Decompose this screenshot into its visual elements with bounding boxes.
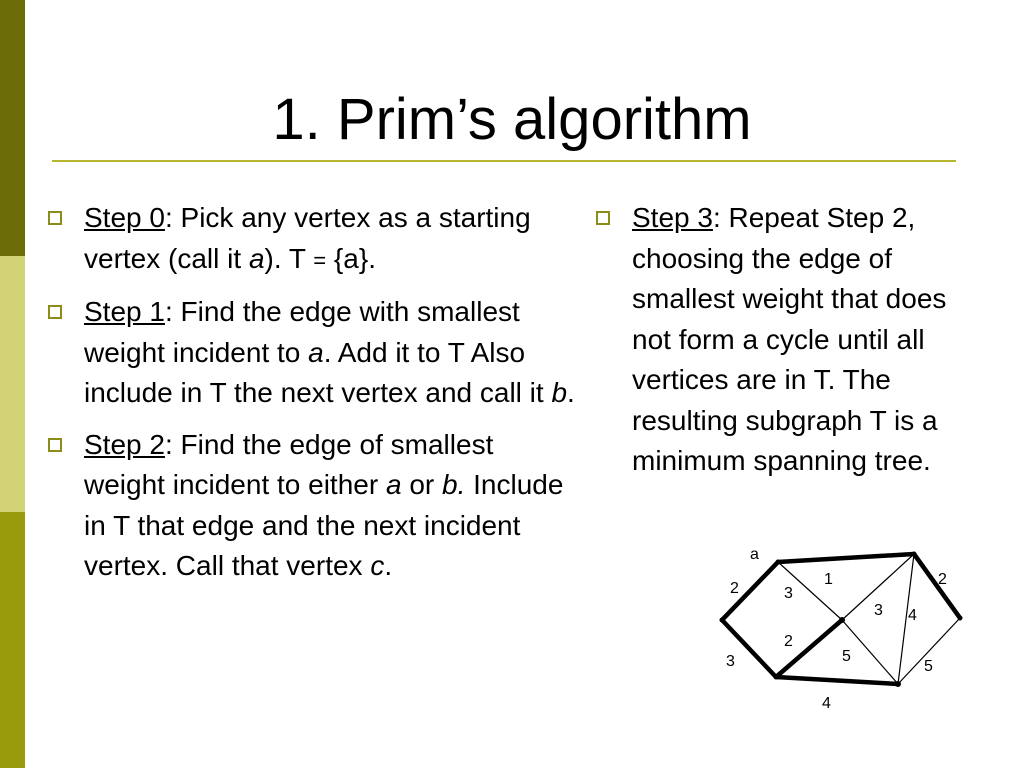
step-0-text-2: ). T [264,242,314,274]
step-1-text-3: . [567,377,575,408]
edge-right-upper [914,554,960,618]
step-2-vertex-b: b. [442,469,466,500]
step-2-vertex-a: a [385,469,402,500]
weight-top-right-vertical: 4 [908,607,917,624]
steps-list-left [40,198,580,598]
weight-a-center: 3 [784,585,793,602]
step-1-item [40,292,580,414]
square-bullet-icon [596,211,610,225]
vertex-label-a: a [750,546,759,563]
step-1-label: Step 1 [84,296,165,327]
step-1-text-2: . Add it to T Also include in T the next vertex and call it [84,336,552,408]
step-2-text-3: Include in T that edge and the next incident vertex. Call that vertex [84,469,564,581]
weight-left-mid: 2 [784,633,793,650]
steps-list-right [588,198,988,493]
step-2-text-1: : Find the edge of smallest weight incident to either [84,428,494,500]
weight-right-upper: 2 [938,571,947,588]
weight-left-upper: 2 [730,580,739,597]
vertex-right [958,616,963,621]
vertex-left [720,618,725,623]
step-0-equals: = [313,247,327,273]
square-bullet-icon [48,305,62,319]
step-1-vertex-b: b [551,377,568,408]
vertex-top-right [912,552,917,557]
square-bullet-icon [48,438,62,452]
sidebar-band-top [0,0,25,256]
step-1-vertex-a: a [308,336,324,368]
step-0-text-1: : Pick any vertex as a starting vertex (call it [84,202,531,274]
step-1-text-1: : Find the edge with smallest weight incident to [84,296,520,368]
step-0-item [40,198,580,281]
step-2-text-4: . [384,550,393,581]
slide-title: 1. Prim’s algorithm [272,87,752,152]
weight-center-bottom: 5 [842,648,851,665]
sidebar-band-middle [0,256,25,512]
step-0-text-3: {a}. [326,242,376,274]
graph-diagram [712,540,968,720]
step-3-item [588,198,988,482]
step-0-vertex-a: a [248,242,265,274]
weight-center-top-right: 3 [874,602,883,619]
weight-top-diagonal: 1 [824,571,833,588]
step-2-vertex-c: c [370,550,385,581]
step-3-text: : Repeat Step 2, choosing the edge of smallest weight that does not form a cycle until all vertices are in T. The resulting subgraph T is a minimum spanning tree. [632,202,947,476]
weight-right-lower: 5 [924,658,933,675]
weight-left-lower: 3 [726,653,735,670]
step-2-text-2: or [401,469,443,500]
step-2-item [40,425,580,587]
step-3-label: Step 3 [632,202,713,233]
sidebar-band-bottom [0,512,25,768]
step-2-label: Step 2 [84,428,165,460]
title-divider [52,160,956,162]
edge-top [778,554,914,562]
vertex-center [839,617,845,623]
weight-bottom: 4 [822,695,831,712]
edge-bottom [776,677,898,684]
vertex-bottom-left [774,675,779,680]
vertex-a [776,560,781,565]
square-bullet-icon [48,211,62,225]
step-0-label: Step 0 [84,202,165,233]
sidebar-accent [0,0,25,768]
vertex-bottom-right [895,681,901,687]
